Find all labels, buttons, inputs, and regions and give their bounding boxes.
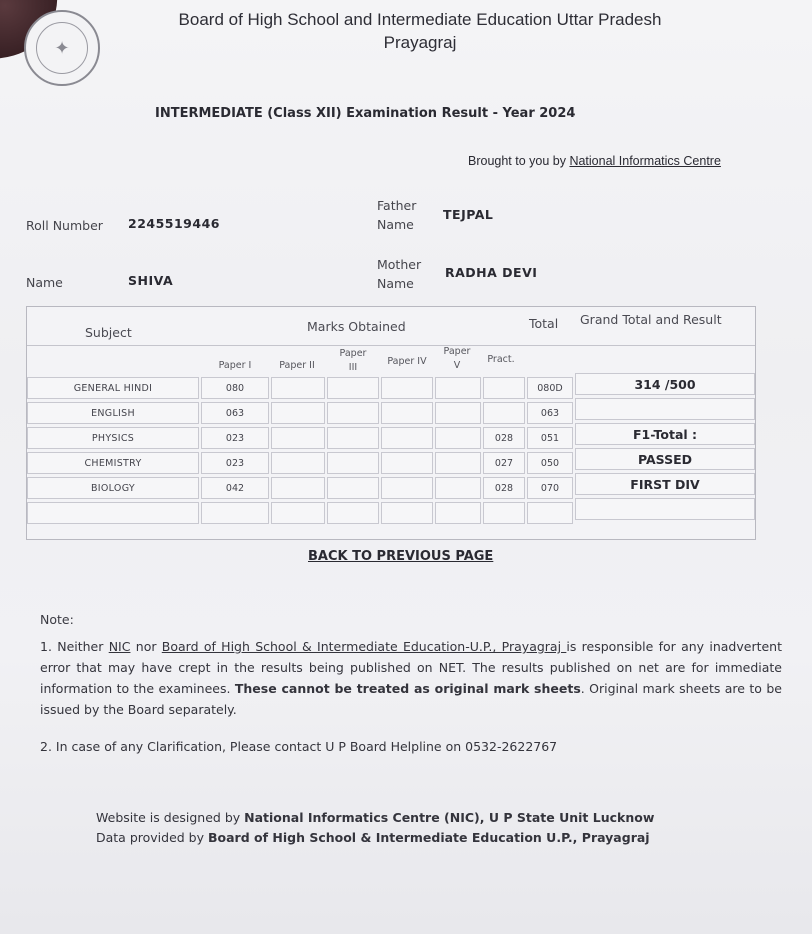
name-label: Name xyxy=(26,275,63,290)
board-name: Board of High School and Intermediate Education Uttar Pradesh xyxy=(178,10,662,29)
emblem-icon: ✦ xyxy=(36,22,88,74)
subheader-paper-5 xyxy=(431,345,483,373)
cell-p1: 063 xyxy=(201,402,269,424)
brought-to-you-by xyxy=(468,154,721,168)
cell-p3 xyxy=(327,452,379,474)
result-cell xyxy=(575,498,755,520)
cell-p5 xyxy=(435,377,481,399)
cell-p1: 042 xyxy=(201,477,269,499)
cell-subject: PHYSICS xyxy=(27,427,199,449)
note-1-text-c: is responsible for any inadvertent error that may have crept in the results being published on NET. The results published on net are for immediate information to the examinees. xyxy=(40,639,782,696)
header-total: Total xyxy=(529,316,559,331)
footer-line-2-bold: Board of High School & Intermediate Education U.P., Prayagraj xyxy=(207,830,650,845)
cell-p5 xyxy=(435,452,481,474)
cell-p4 xyxy=(381,377,433,399)
cell-p2 xyxy=(271,452,325,474)
cell-p3 xyxy=(327,402,379,424)
exam-title: INTERMEDIATE (Class XII) Examination Result - Year 2024 xyxy=(155,106,576,121)
board-city: Prayagraj xyxy=(383,33,457,52)
cell-p4 xyxy=(381,502,433,524)
cell-p2 xyxy=(271,427,325,449)
cell-p4 xyxy=(381,427,433,449)
subheader-paper-3-line1: Paper xyxy=(339,348,367,359)
subheader-paper-3 xyxy=(327,347,379,375)
result-cell: FIRST DIV xyxy=(575,473,755,495)
cell-subject: CHEMISTRY xyxy=(27,452,199,474)
subheader-practical: Pract. xyxy=(487,354,515,365)
table-header-row xyxy=(27,307,755,346)
back-to-previous-page-link[interactable]: BACK TO PREVIOUS PAGE xyxy=(308,549,494,564)
cell-pract: 028 xyxy=(483,427,525,449)
cell-subject: BIOLOGY xyxy=(27,477,199,499)
footer-line-2 xyxy=(96,828,756,848)
subheader-paper-1: Paper I xyxy=(218,360,252,371)
subheader-paper-5-line2: V xyxy=(453,360,461,371)
cell-pract: 028 xyxy=(483,477,525,499)
subheader-paper-3-line2: III xyxy=(348,362,358,373)
footer-line-1 xyxy=(96,808,756,828)
cell-pract xyxy=(483,402,525,424)
cell-p4 xyxy=(381,402,433,424)
cell-total: 070 xyxy=(527,477,573,499)
cell-pract: 027 xyxy=(483,452,525,474)
note-1-text-b: nor xyxy=(130,639,162,654)
note-1-text-a: 1. Neither xyxy=(40,639,109,654)
brought-prefix: Brought to you by xyxy=(468,154,570,168)
cell-p2 xyxy=(271,377,325,399)
mother-label-line2: Name xyxy=(377,276,414,291)
name-value: SHIVA xyxy=(128,273,174,288)
cell-p2 xyxy=(271,402,325,424)
note-2: 2. In case of any Clarification, Please contact U P Board Helpline on 0532-2622767 xyxy=(40,739,558,754)
subheader-paper-2: Paper II xyxy=(279,360,315,371)
cell-p5 xyxy=(435,477,481,499)
cell-total: 080D xyxy=(527,377,573,399)
cell-p3 xyxy=(327,477,379,499)
footer-line-1-bold: National Informatics Centre (NIC), U P State Unit Lucknow xyxy=(244,810,655,825)
father-name-label xyxy=(377,196,416,234)
father-name-value: TEJPAL xyxy=(443,207,494,222)
note-1 xyxy=(40,636,782,720)
roll-number-label: Roll Number xyxy=(26,218,103,233)
cell-subject: GENERAL HINDI xyxy=(27,377,199,399)
note-1-bold-text: These cannot be treated as original mark sheets xyxy=(234,681,581,696)
cell-p3 xyxy=(327,377,379,399)
cell-subject xyxy=(27,502,199,524)
cell-p3 xyxy=(327,427,379,449)
nic-link[interactable]: National Informatics Centre xyxy=(569,154,721,168)
footer-line-2-prefix: Data provided by xyxy=(96,830,208,845)
header-marks-obtained: Marks Obtained xyxy=(307,319,406,334)
cell-total: 051 xyxy=(527,427,573,449)
mother-name-label xyxy=(377,255,421,293)
header-grand-total: Grand Total and Result xyxy=(580,312,722,327)
cell-total: 063 xyxy=(527,402,573,424)
cell-p4 xyxy=(381,452,433,474)
up-government-seal-logo xyxy=(24,10,100,86)
cell-p2 xyxy=(271,502,325,524)
mother-label-line1: Mother xyxy=(377,257,422,272)
cell-p1: 023 xyxy=(201,452,269,474)
result-cell: F1-Total : xyxy=(575,423,755,445)
cell-p1: 023 xyxy=(201,427,269,449)
header-subject: Subject xyxy=(85,325,132,340)
cell-p1 xyxy=(201,502,269,524)
cell-p1: 080 xyxy=(201,377,269,399)
cell-p5 xyxy=(435,502,481,524)
note-label: Note: xyxy=(40,612,74,627)
subheader-paper-4: Paper IV xyxy=(387,356,427,367)
result-cell: 314 /500 xyxy=(575,373,755,395)
result-cell: PASSED xyxy=(575,448,755,470)
cell-p3 xyxy=(327,502,379,524)
note-1-text-d: . Original mark sheets are to be issued by the Board separately. xyxy=(40,681,782,717)
cell-p4 xyxy=(381,477,433,499)
cell-p5 xyxy=(435,402,481,424)
cell-pract xyxy=(483,377,525,399)
father-label-line2: Name xyxy=(377,217,414,232)
father-label-line1: Father xyxy=(377,198,417,213)
cell-p2 xyxy=(271,477,325,499)
subheader-paper-5-line1: Paper xyxy=(443,346,471,357)
nic-link-text[interactable]: NIC xyxy=(108,639,131,654)
footer-line-1-prefix: Website is designed by xyxy=(96,810,245,825)
board-title xyxy=(140,8,700,54)
marks-table xyxy=(26,306,756,540)
cell-total xyxy=(527,502,573,524)
cell-subject: ENGLISH xyxy=(27,402,199,424)
cell-total: 050 xyxy=(527,452,573,474)
roll-number-value: 2245519446 xyxy=(128,216,220,231)
result-cell xyxy=(575,398,755,420)
cell-pract xyxy=(483,502,525,524)
footer xyxy=(96,808,756,848)
board-link-text[interactable]: Board of High School & Intermediate Education-U.P., Prayagraj xyxy=(161,639,567,654)
mother-name-value: RADHA DEVI xyxy=(445,265,538,280)
cell-p5 xyxy=(435,427,481,449)
